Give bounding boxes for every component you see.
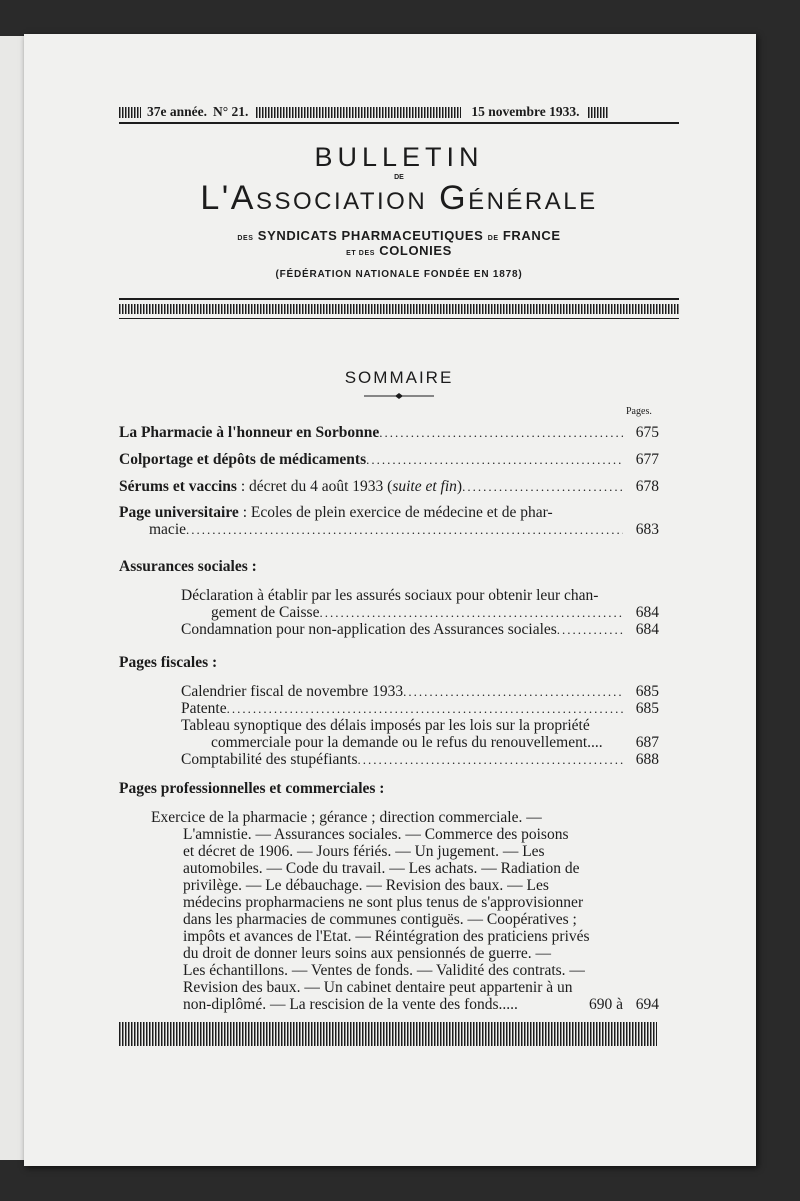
toc-subentry: Calendrier fiscal de novembre 1933 ..... 685 bbox=[119, 683, 659, 700]
toc-subentry: Tableau synoptique des délais imposés par les lois sur la propriété commerciale pour la demande ou le refus du renouvellement.... 687 bbox=[181, 717, 659, 751]
masthead-colonies: ET DES COLONIES bbox=[346, 243, 452, 258]
toc-entry: Colportage et dépôts de médicaments ..... 677 bbox=[119, 451, 659, 468]
header-hatch-left bbox=[119, 107, 141, 118]
issue-header bbox=[119, 102, 679, 122]
document-page bbox=[24, 34, 756, 1166]
toc-entry: Page universitaire : Ecoles de plein exercice de médecine et de phar- macie ..... 683 bbox=[119, 504, 659, 538]
section-heading: Pages fiscales : bbox=[119, 654, 218, 671]
masthead bbox=[119, 142, 679, 280]
masthead-syndicats: DES SYNDICATS PHARMACEUTIQUES DE FRANCE bbox=[237, 228, 561, 243]
section-assurances bbox=[119, 558, 659, 638]
header-rule bbox=[119, 122, 679, 124]
toc-subentry: Condamnation pour non-application des Assurances sociales ..... 684 bbox=[119, 621, 659, 638]
ornament-rule bbox=[364, 392, 434, 400]
issue-number: N° 21. bbox=[213, 104, 249, 119]
decorative-band-bottom bbox=[119, 1022, 657, 1046]
issue-date: 15 novembre 1933. bbox=[471, 104, 580, 119]
section-fiscales bbox=[119, 654, 659, 768]
masthead-federation: (FÉDÉRATION NATIONALE FONDÉE EN 1878) bbox=[275, 269, 523, 280]
pages-column-label: Pages. bbox=[626, 406, 652, 417]
toc-subentry: Patente ..... 685 bbox=[119, 700, 659, 717]
masthead-bulletin: BULLETIN bbox=[314, 142, 484, 172]
issue-year: 37e année. bbox=[147, 104, 207, 119]
section-heading: Assurances sociales : bbox=[119, 558, 257, 575]
decorative-band-top bbox=[119, 298, 679, 319]
header-hatch-right bbox=[588, 107, 608, 118]
masthead-de: DE bbox=[394, 174, 404, 181]
sommaire-title: SOMMAIRE bbox=[344, 368, 454, 387]
toc-subentry: Déclaration à établir par les assurés sociaux pour obtenir leur chan- gement de Caisse ..... 684 bbox=[119, 587, 659, 621]
section-professionnelles bbox=[119, 780, 659, 1013]
toc-entry: Sérums et vaccins : décret du 4 août 1933 (suite et fin) ..... 678 bbox=[119, 478, 659, 495]
section-heading: Pages professionnelles et commerciales : bbox=[119, 780, 385, 797]
toc-entry: La Pharmacie à l'honneur en Sorbonne ..... 675 bbox=[119, 424, 659, 441]
toc-paragraph: Exercice de la pharmacie ; gérance ; direction commerciale. — L'amnistie. — Assurances sociales. — Commerce des poisons et décret de 1906. — Jours fériés. — Un jugement. — Les automobiles. — Code du travail. — Les achats. — Radiation de privilège. — Le débauchage. — Revision des baux. — Les médecins propharmaciens ne sont plus tenus de s'approvisionner dans les pharmacies de communes contiguës. — Coopératives ; impôts et avances de l'Etat. — Réintégration des praticiens privés du droit de donner leurs soins aux pensionnés de guerre. — Les échantillons. — Ventes de fonds. — Validité des contrats. — Revision des baux. — Un cabinet dentaire peut appartenir à un non-diplômé. — La rescision de la vente des fonds..... 690 à 694 bbox=[151, 809, 659, 1013]
header-hatch-middle bbox=[256, 107, 461, 118]
toc-subentry: Comptabilité des stupéfiants ..... 688 bbox=[119, 751, 659, 768]
facing-page-edge bbox=[0, 36, 25, 1160]
masthead-association: L'Association Générale bbox=[200, 179, 598, 217]
